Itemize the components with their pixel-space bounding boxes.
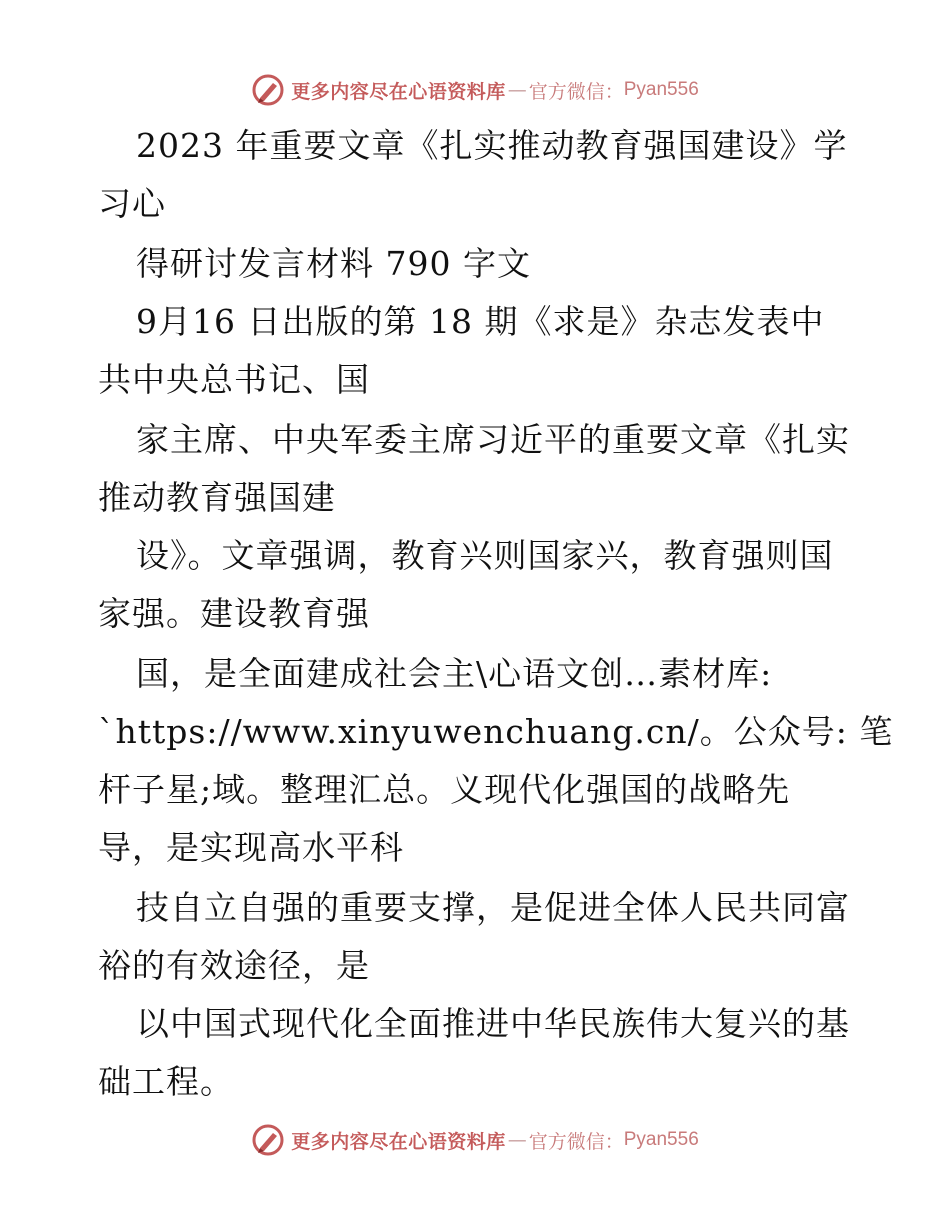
text-line: 共中央总书记、国 — [98, 360, 370, 399]
text-line: 9月16 日出版的第 18 期《求是》杂志发表中 — [136, 302, 825, 341]
text-line: 设》。文章强调，教育兴则国家兴，教育强则国 — [136, 536, 834, 575]
text-line: 家强。建设教育强 — [98, 594, 370, 633]
text-line: 础工程。 — [98, 1062, 234, 1101]
banner-official-label: 官方微信： — [528, 1130, 624, 1153]
text-line: 国，是全面建成社会主\心语文创…素材库: — [136, 654, 773, 693]
text-line: 裕的有效途径，是 — [98, 946, 370, 985]
banner-wechat-id: Pyan556 — [623, 1129, 699, 1150]
banner-title: 更多内容尽在心语资料库 — [291, 80, 506, 103]
pen-circle-logo-icon — [251, 73, 285, 107]
text-line: 推动教育强国建 — [98, 478, 336, 517]
text-line: 导，是实现高水平科 — [98, 828, 404, 867]
footer-banner — [0, 1120, 950, 1160]
text-line: 习心 — [98, 184, 166, 223]
text-line: 技自立自强的重要支撑，是促进全体人民共同富 — [136, 888, 850, 927]
text-line: 以中国式现代化全面推进中华民族伟大复兴的基 — [136, 1004, 850, 1043]
text-line: 杆子星;域。整理汇总。义现代化强国的战略先 — [98, 770, 791, 809]
banner-title: 更多内容尽在心语资料库 — [291, 1130, 506, 1153]
header-banner — [0, 70, 950, 110]
text-line: 家主席、中央军委主席习近平的重要文章《扎实 — [136, 420, 850, 459]
banner-separator: — — [507, 79, 527, 101]
banner-separator: — — [507, 1129, 527, 1151]
banner-wechat-id: Pyan556 — [623, 79, 699, 100]
text-line: `https://www.xinyuwenchuang.cn/。公众号: 笔 — [98, 712, 894, 751]
banner-official-label: 官方微信： — [528, 80, 624, 103]
text-line: 2023 年重要文章《扎实推动教育强国建设》学 — [136, 126, 848, 165]
pen-circle-logo-icon — [251, 1123, 285, 1157]
text-line: 得研讨发言材料 790 字文 — [136, 244, 531, 283]
